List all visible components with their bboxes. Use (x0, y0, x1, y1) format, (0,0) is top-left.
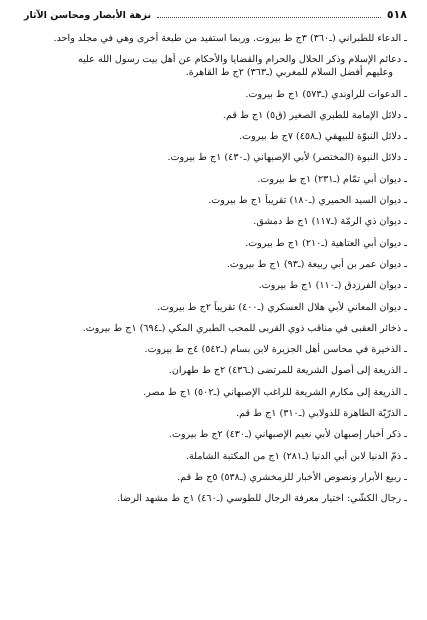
bibliography-entry (20, 386, 407, 399)
bibliography-entry (20, 130, 407, 143)
entry-text: ـ ذمّ الدنيا لابن أبي الدنيا (ـ٢٨١) ١ج من المكتبة الشاملة. (185, 450, 407, 462)
bibliography-entry (20, 53, 407, 79)
bibliography-entry (20, 279, 407, 292)
bibliography-entry (20, 258, 407, 271)
bibliography-list (20, 32, 407, 505)
entry-text: ـ رجال الكشّي: اختيار معرفة الرجال للطوسي (ـ٤٦٠) ١ج ط مشهد الرضا. (116, 493, 407, 505)
bibliography-entry (20, 88, 407, 101)
entry-text: ـ الذخيرة في محاسن أهل الجزيرة لابن بسام (ـ٥٤٢) ٤ج ط بيروت. (144, 344, 407, 356)
entry-text: ـ ديوان السيد الحميري (ـ١٨٠) تقريباً ١ج ط بيروت. (208, 195, 407, 207)
page-number: ٥١٨ (386, 8, 407, 21)
bibliography-entry (20, 151, 407, 164)
entry-text: ـ ديوان الفرزدق (ـ١١٠) ١ج ط بيروت. (258, 280, 407, 292)
entry-text: ـ ذخائر العقبى في مناقب ذوي القربى للمحب الطبري المكي (ـ٦٩٤) ١ج ط بيروت. (82, 322, 407, 334)
entry-text: ـ دلائل النبوّة للبيهقي (ـ٤٥٨) ٧ج ط بيروت. (239, 131, 407, 143)
running-title (24, 10, 387, 21)
bibliography-entry (20, 301, 407, 314)
entry-text: ـ ديوان المعاني لأبي هلال العسكري (ـ٤٠٠) تقريباً ٢ج ط بيروت. (157, 301, 407, 313)
bibliography-entry (20, 471, 407, 484)
entry-text: ـ الذريعة إلى مكارم الشريعة للراغب الإصبهاني (ـ٥٠٢) ١ج ط مصر. (143, 386, 407, 398)
bibliography-entry (20, 322, 407, 335)
entry-text: ـ ديوان عمر بن أبي ربيعة (ـ٩٣) ١ج ط بيروت. (226, 258, 407, 270)
entry-text: ـ دلائل النبوة (المختصر) لأبي الإصبهاني (ـ٤٣٠) ١ج ط بيروت. (167, 152, 407, 164)
entry-text: ـ ديوان أبي العتاهية (ـ٢١٠) ١ج ط بيروت. (245, 237, 407, 249)
bibliography-entry (20, 364, 407, 377)
leader-dots (157, 17, 381, 18)
bibliography-entry (20, 492, 407, 505)
bibliography-entry (20, 109, 407, 122)
running-title-text: نزهة الأبصار ومحاسن الآثار (24, 10, 152, 21)
entry-text: ـ ذكر أخبار إصبهان لأبي نعيم الإصبهاني (ـ٤٣٠) ٢ج ط بيروت. (168, 429, 407, 441)
entry-text: ـ الدعاء للطبراني (ـ٣٦٠) ٣ج ط بيروت. وربما استفيد من طبعة أخرى وهي في مجلد واحد. (53, 33, 407, 44)
page-header (20, 8, 407, 26)
entry-text: ـ الذريعة إلى أصول الشريعة للمرتضى (ـ٤٣٦) ٢ج ط طهران. (168, 365, 407, 377)
entry-text: ـ دلائل الإمامة للطبري الصغير (ق٥) ١ج ط قم. (222, 109, 407, 121)
bibliography-entry (20, 173, 407, 186)
entry-text: ـ ربيع الأبرار ونصوص الأخبار للزمخشري (ـ٥٣٨) ٥ج ط قم. (177, 471, 407, 483)
bibliography-entry (20, 450, 407, 463)
entry-text: ـ الذرّيّة الطاهرة للدولابي (ـ٣١٠) ١ج ط قم. (236, 408, 407, 420)
bibliography-entry (20, 428, 407, 441)
bibliography-entry (20, 237, 407, 250)
bibliography-entry (20, 32, 407, 45)
entry-text: ـ ديوان أبي تمّام (ـ٢٣١) ١ج ط بيروت. (257, 173, 407, 185)
entry-text: ـ ديوان ذي الرمّة (ـ١١٧) ١ج ط دمشق. (253, 216, 407, 228)
entry-text-continuation: وعليهم أفضل السلام للمغربي (ـ٣٦٣) ٢ج ط القاهرة. (185, 67, 393, 79)
entry-text: ـ الدعوات للراوندي (ـ٥٧٣) ١ج ط بيروت. (245, 88, 407, 100)
bibliography-entry (20, 407, 407, 420)
entry-text: ـ دعائم الإسلام وذكر الحلال والحرام والقضايا والأحكام عن أهل بيت رسول الله عليه (77, 54, 407, 66)
bibliography-entry (20, 215, 407, 228)
bibliography-entry (20, 343, 407, 356)
bibliography-entry (20, 194, 407, 207)
